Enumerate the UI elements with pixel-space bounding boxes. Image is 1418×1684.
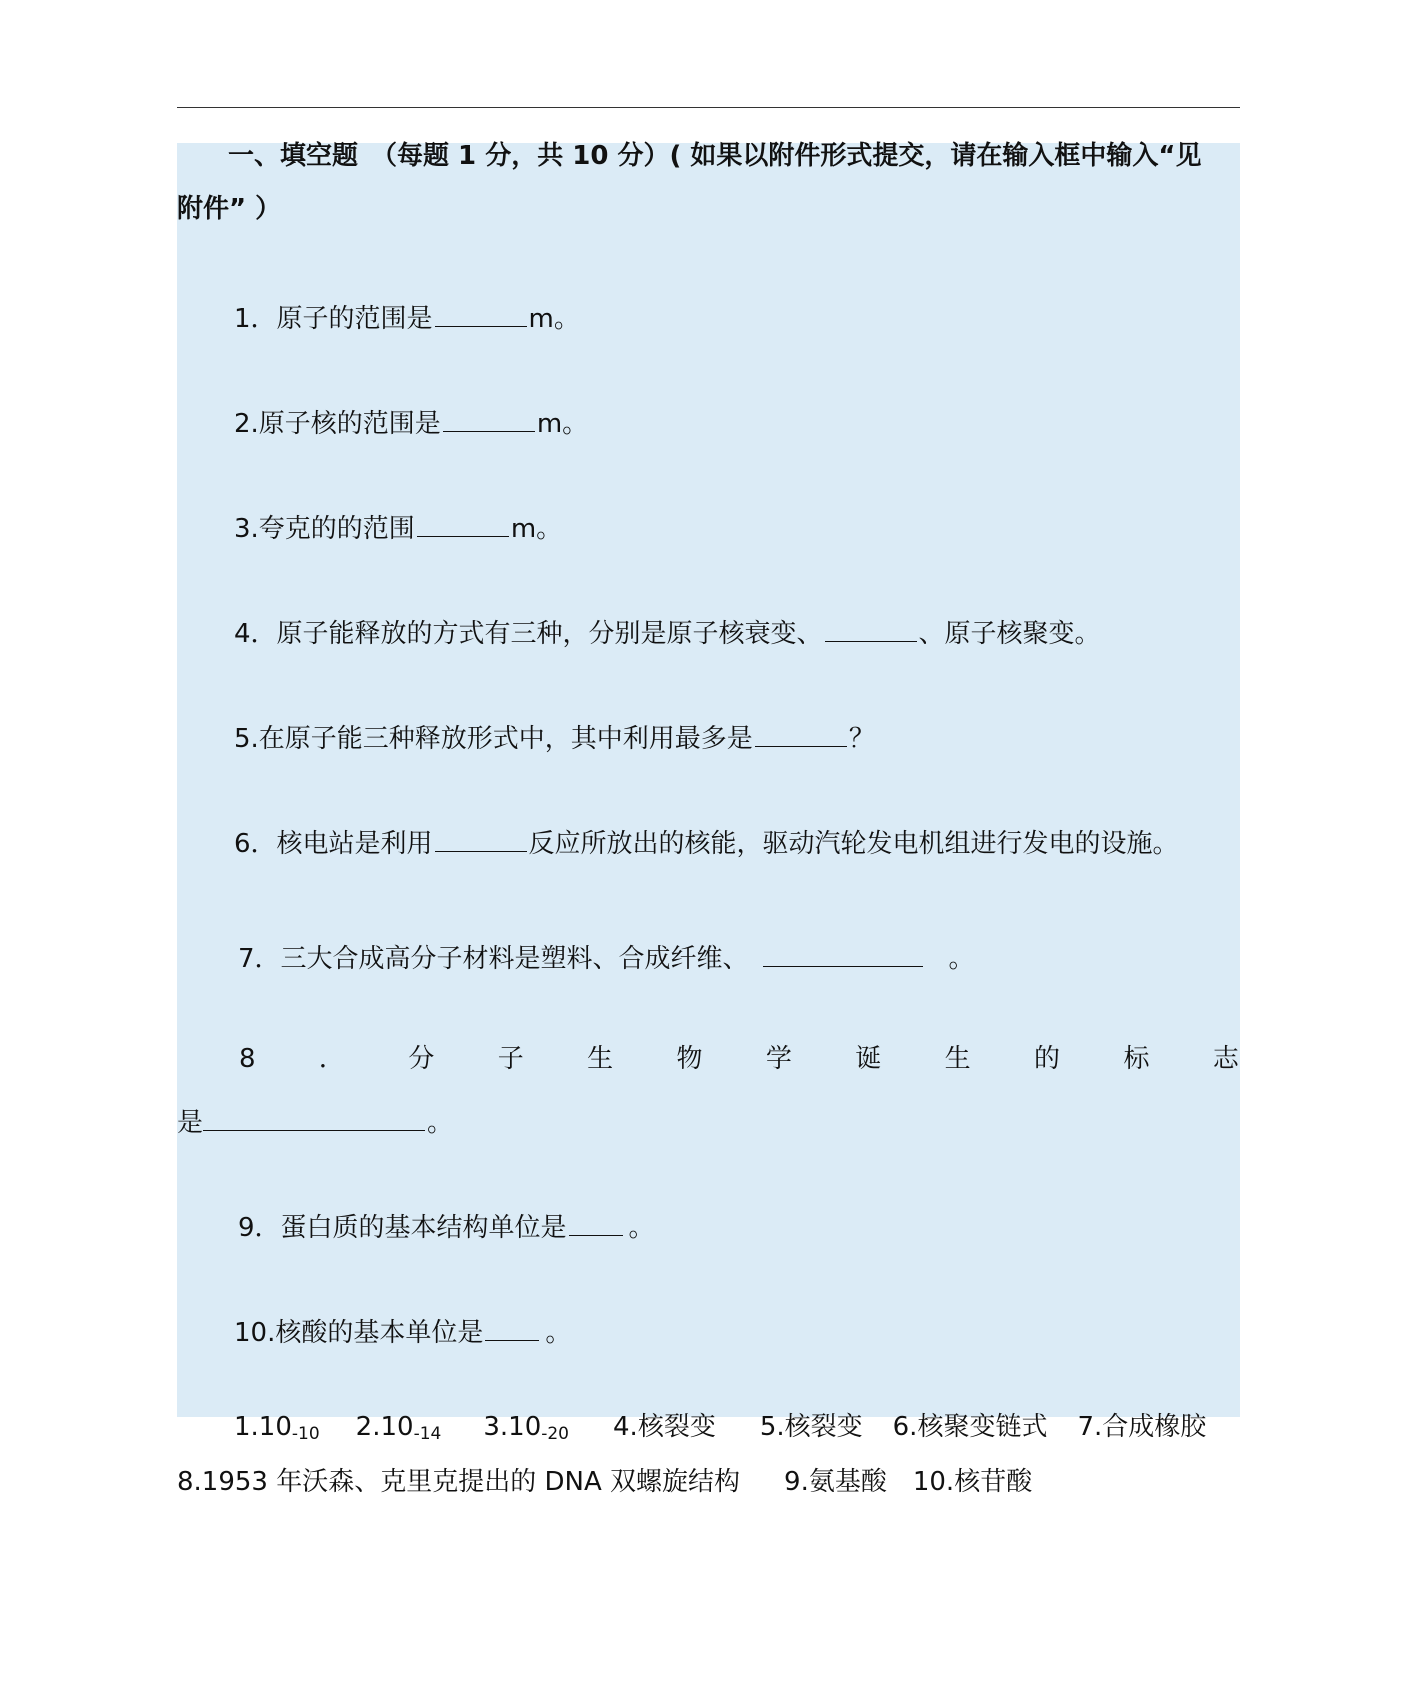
question-8-char: 8: [239, 1044, 256, 1074]
question-1-suffix: m。: [528, 304, 580, 334]
question-2: [234, 405, 588, 442]
question-7-blank: [763, 930, 923, 967]
question-9-blank: [569, 1199, 623, 1236]
question-8-char: 生: [944, 1044, 971, 1074]
question-5-blank: [755, 720, 847, 747]
question-8-continued: [177, 1094, 453, 1141]
answers-line-2: [177, 1464, 1032, 1500]
question-8-char: 志: [1212, 1044, 1239, 1074]
question-4-blank: [825, 615, 917, 642]
section-title-text: 一、填空题 （每题 1 分，共 10 分）( 如果以附件形式提交，请在输入框中输入“见: [228, 141, 1202, 171]
question-8-cont: 是: [177, 1108, 204, 1138]
section-title-continued: [177, 191, 281, 227]
question-10-suffix: 。: [545, 1318, 572, 1348]
question-1-blank: [435, 300, 527, 327]
question-7: [238, 930, 975, 977]
question-8-char: 生: [587, 1044, 614, 1074]
question-8-char: 物: [676, 1044, 703, 1074]
question-10: [234, 1304, 571, 1351]
question-6: [234, 825, 1179, 862]
question-2-suffix: m。: [536, 409, 589, 439]
question-2-blank: [443, 405, 535, 432]
question-5: [234, 720, 875, 757]
question-5-suffix: ？: [848, 724, 875, 754]
answer-2-exp: -14: [413, 1424, 442, 1444]
question-8-char: 子: [497, 1044, 524, 1074]
answer-10: 10.核苷酸: [912, 1467, 1033, 1497]
answers-line-1: [234, 1409, 1206, 1452]
question-3-suffix: m。: [510, 514, 563, 544]
question-9-suffix: 。: [628, 1213, 655, 1243]
question-6-prefix: 6．核电站是利用: [234, 829, 433, 859]
question-3-prefix: 3.夸克的的范围: [234, 514, 415, 544]
question-10-prefix: 10.核酸的基本单位是: [234, 1318, 484, 1348]
question-4-prefix: 4．原子能释放的方式有三种，分别是原子核衰变、: [234, 619, 823, 649]
question-8-char: ．: [318, 1044, 345, 1074]
question-7-prefix: 7．三大合成高分子材料是塑料、合成纤维、: [238, 944, 749, 974]
question-8: [239, 1041, 1239, 1077]
section-title-cont-text: 附件” ）: [177, 194, 282, 224]
answer-1-exp: -10: [291, 1424, 320, 1444]
question-8-blank: [203, 1094, 425, 1131]
question-7-suffix: 。: [948, 944, 975, 974]
answer-6: 6.核聚变链式: [892, 1412, 1048, 1442]
answer-3-exp: -20: [541, 1424, 570, 1444]
question-4-suffix: 、原子核聚变。: [918, 619, 1101, 649]
question-8-char: 标: [1123, 1044, 1150, 1074]
answer-9: 9.氨基酸: [784, 1467, 887, 1497]
answer-4: 4.核裂变: [613, 1412, 716, 1442]
question-8-char: 分: [408, 1044, 435, 1074]
answer-5: 5.核裂变: [759, 1412, 863, 1442]
answer-1-base: 1.10: [234, 1412, 292, 1442]
question-6-blank: [435, 825, 527, 852]
question-8-char: 的: [1034, 1044, 1061, 1074]
question-2-prefix: 2.原子核的范围是: [234, 409, 441, 439]
question-1-prefix: 1．原子的范围是: [234, 304, 433, 334]
question-8-char: 学: [765, 1044, 792, 1074]
question-1: [234, 300, 580, 337]
question-4: [234, 615, 1101, 652]
answer-3-base: 3.10: [483, 1412, 542, 1442]
question-6-suffix: 反应所放出的核能，驱动汽轮发电机组进行发电的设施。: [528, 829, 1179, 859]
question-5-prefix: 5.在原子能三种释放形式中，其中利用最多是: [234, 724, 753, 754]
question-3-blank: [417, 510, 509, 537]
question-3: [234, 510, 562, 547]
answer-2: [356, 1412, 442, 1442]
header-rule: [177, 107, 1240, 108]
answer-1: [234, 1412, 320, 1442]
question-9-prefix: 9．蛋白质的基本结构单位是: [238, 1213, 567, 1243]
section-title: [228, 138, 1202, 174]
answer-7: 7.合成橡胶: [1077, 1412, 1207, 1442]
answer-8: 8.1953 年沃森、克里克提出的 DNA 双螺旋结构: [177, 1467, 741, 1497]
answer-3: [483, 1412, 569, 1442]
answer-2-base: 2.10: [355, 1412, 414, 1442]
question-8-suffix: 。: [427, 1108, 454, 1138]
question-9: [238, 1199, 655, 1246]
question-10-blank: [485, 1304, 539, 1341]
question-8-char: 诞: [855, 1044, 882, 1074]
